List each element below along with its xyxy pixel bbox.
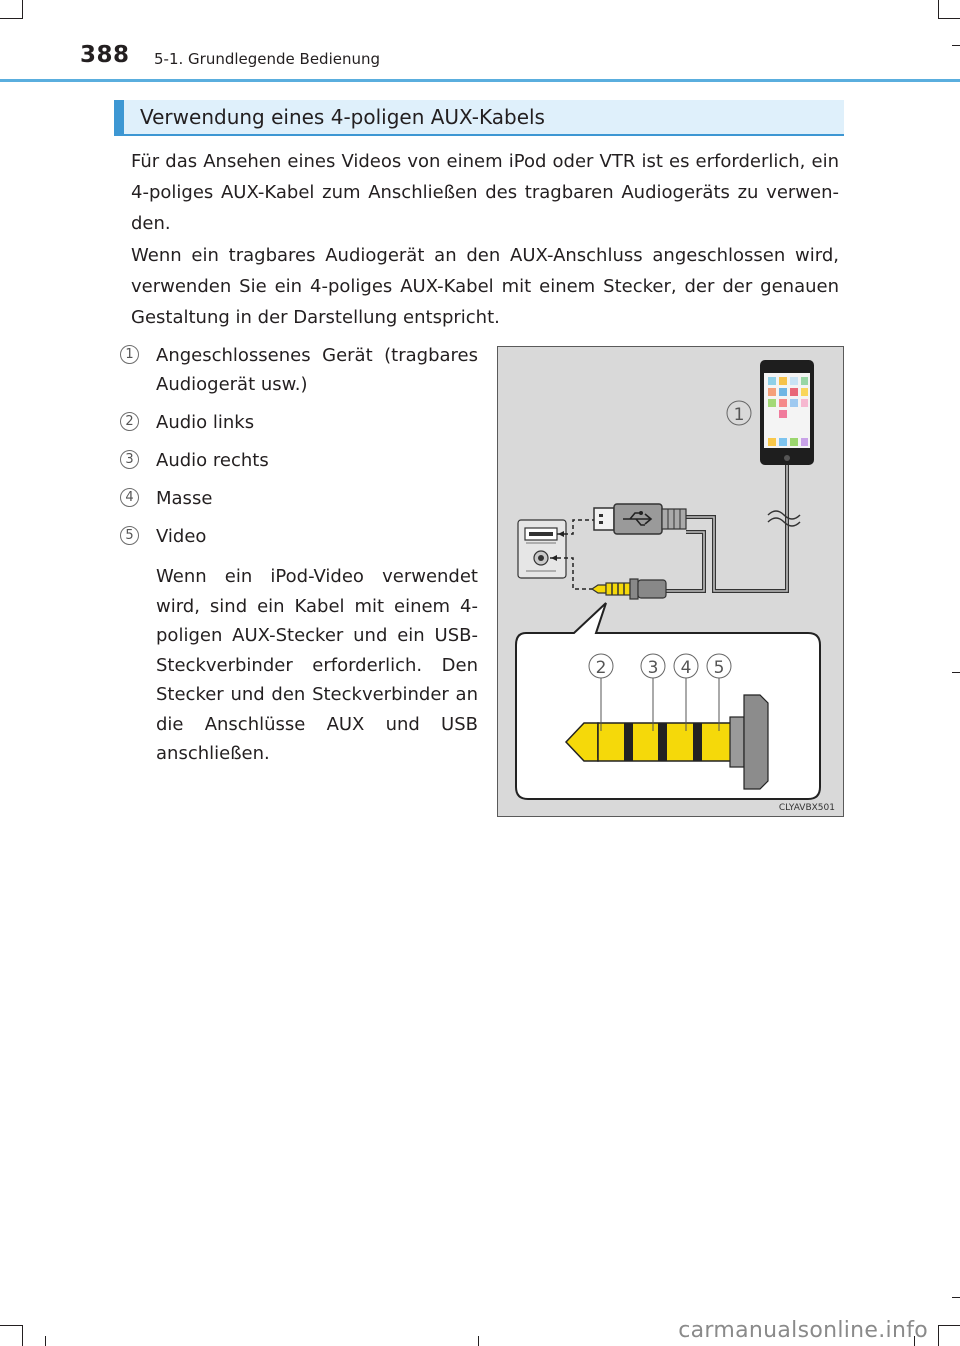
crop-mark [938,1325,939,1346]
intro-paragraph: Für das Ansehen eines Videos von einem iPod oder VTR ist es erforderlich, ein 4-poliges AUX-Kabel zum Anschließen des tragbaren Audiogeräts zu verwen-den. [131,151,839,234]
figure-callout-3: 3 [647,658,659,678]
crop-mark [45,1336,46,1346]
crop-mark [22,1325,23,1346]
instruction-paragraph: Wenn ein tragbares Audiogerät an den AUX-Anschluss angeschlossen wird, verwenden Sie ein 4-poliges AUX-Kabel mit einem Stecker, der der genauen Gestaltung in der Darstellung entspricht. [131,245,839,328]
figure-callout-1: 1 [733,405,745,425]
figure-callout-2: 2 [595,658,607,678]
list-item-text: Video [156,526,207,547]
cable-illustration [497,346,844,817]
aux-plug-icon [592,579,666,599]
figure-callout-4: 4 [680,658,692,678]
crop-mark [938,18,960,19]
crop-mark [938,1325,960,1326]
note-paragraph: Wenn ein iPod-Video verwendet wird, sind ein Kabel mit einem 4-poligen AUX-Stecker und ein USB-Steckverbinder erforderlich. Den Stecker und den Steckverbinder an die Anschlüsse AUX und USB anschließen. [156,566,478,764]
list-item-text: Audio links [156,412,255,433]
crop-mark [952,1297,960,1298]
smartphone-icon [760,360,814,465]
callout-number: 1 [120,345,139,364]
callout-number: 4 [120,488,139,507]
crop-mark [952,672,960,673]
callout-number: 5 [120,526,139,545]
list-item-text: Masse [156,488,213,509]
section-heading-bar [114,100,844,136]
callout-number: 3 [120,450,139,469]
usb-plug-icon [594,504,686,534]
crop-mark [952,45,960,46]
figure-code: CLYAVBX501 [778,803,835,813]
socket-panel-icon [518,520,566,578]
section-title: Verwendung eines 4-poligen AUX-Kabels [140,105,545,129]
crop-mark [0,1325,22,1326]
list-item-text: Audio rechts [156,450,269,471]
header-rule [0,79,960,82]
crop-mark [0,18,22,19]
section-reference: 5-1. Grundlegende Bedienung [154,50,381,68]
figure-callout-5: 5 [713,658,725,678]
list-item-text: Angeschlossenes Gerät (tragbares Audiogerät usw.) [156,345,478,395]
callout-number: 2 [120,412,139,431]
watermark: carmanualsonline.info [678,1318,928,1343]
crop-mark [478,1336,479,1346]
crop-mark [22,0,23,19]
crop-mark [938,0,939,19]
page-number: 388 [80,42,130,68]
